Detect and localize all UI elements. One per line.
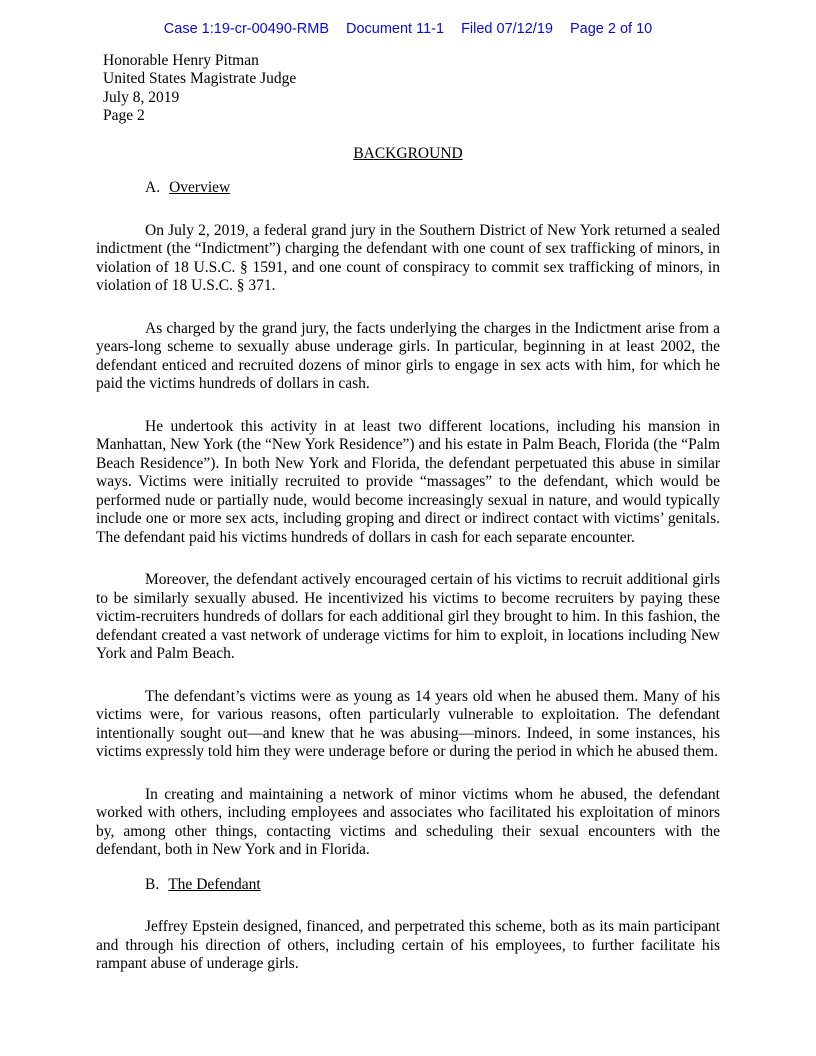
section-a-title: Overview	[169, 179, 231, 196]
page-number: Page 2	[103, 107, 145, 124]
section-a-label: A.	[145, 179, 161, 196]
document-title	[96, 145, 720, 164]
paragraph: Moreover, the defendant actively encouraged certain of his victims to recruit additional girls to be similarly sexually abused. He incentivized his victims to become recruiters by paying these victim-recruiters hundreds of dollars for each additional girl they brought to him. In this fashion, the defendant created a vast network of underage victims for him to exploit, in locations including New York and Palm Beach.	[96, 571, 720, 662]
document-title-text: BACKGROUND	[353, 144, 463, 162]
addressee-name: Honorable Henry Pitman	[103, 51, 259, 69]
section-b-label: B.	[145, 875, 160, 893]
page-count: Page 2 of 10	[569, 21, 653, 37]
case-stamp	[96, 20, 720, 39]
address-block	[96, 52, 720, 126]
paragraph: Jeffrey Epstein designed, financed, and perpetrated this scheme, both as its main participant and through his direction of others, including certain of his employees, to further facilitate his rampant abuse of underage girls.	[96, 918, 720, 972]
paragraph: On July 2, 2019, a federal grand jury in the Southern District of New York returned a sealed indictment (the “Indictment”) charging the defendant with one count of sex trafficking of minors, in violation of 18 U.S.C. § 1591, and one count of conspiracy to commit sex trafficking of minors, in violation of 18 U.S.C. § 371.	[96, 221, 720, 294]
filed-date: Filed 07/12/19	[461, 21, 553, 37]
paragraph: In creating and maintaining a network of minor victims whom he abused, the defendant worked with others, including employees and associates who facilitated his exploitation of minors by, among other things, contacting victims and scheduling their sexual encounters with the defendant, both in New York and in Florida.	[96, 785, 720, 858]
paragraph: As charged by the grand jury, the facts underlying the charges in the Indictment arise from a years-long scheme to sexually abuse underage girls. In particular, beginning in at least 2002, the defendant enticed and recruited dozens of minor girls to engage in sex acts with him, for which he paid the victims hundreds of dollars in cash.	[96, 319, 720, 392]
section-a-heading	[96, 179, 720, 198]
case-number: Case 1:19-cr-00490-RMB	[163, 21, 329, 37]
addressee-title: United States Magistrate Judge	[103, 70, 297, 87]
paragraph: He undertook this activity in at least two different locations, including his mansion in Manhattan, New York (the “New York Residence”) and his estate in Palm Beach, Florida (the “Palm Beach Residence”). In both New York and Florida, the defendant perpetuated this abuse in similar ways. Victims were initially recruited to provide “massages” to the defendant, which would be performed nude or partially nude, would become increasingly sexual in nature, and would typically include one or more sex acts, including groping and direct or indirect contact with victims’ genitals. The defendant paid his victims hundreds of dollars in cash for each separate encounter.	[96, 417, 720, 546]
document-number: Document 11-1	[346, 21, 445, 37]
letter-date: July 8, 2019	[103, 88, 180, 106]
paragraph: The defendant’s victims were as young as 14 years old when he abused them. Many of his victims were, for various reasons, often particularly vulnerable to exploitation. The defendant intentionally sought out—and knew that he was abusing—minors. Indeed, in some instances, his victims expressly told him they were underage before or during the period in which he abused them.	[96, 687, 720, 760]
section-b-heading	[96, 876, 720, 895]
section-b-title: The Defendant	[168, 875, 261, 893]
